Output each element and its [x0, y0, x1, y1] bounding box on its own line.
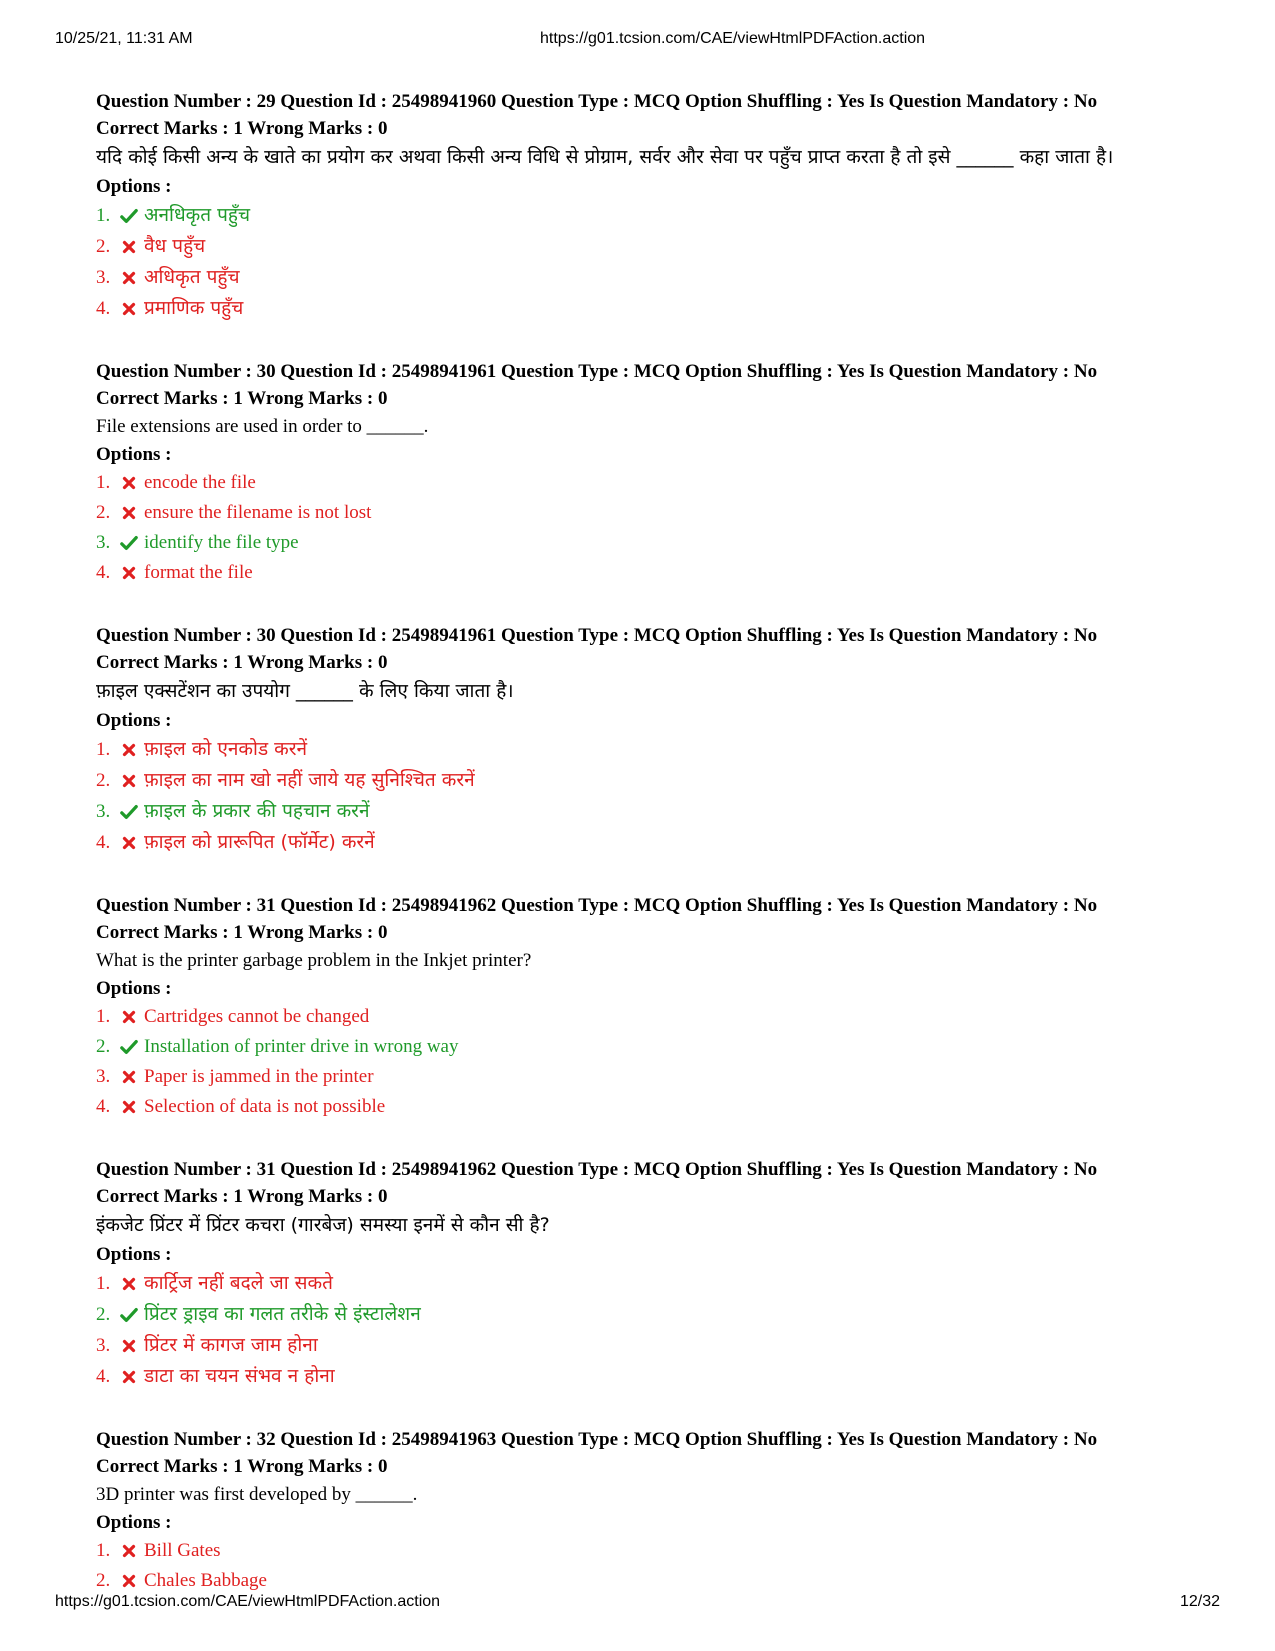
option-text: फ़ाइल का नाम खो नहीं जाये यह सुनिश्चित करनें	[144, 769, 475, 791]
check-icon	[116, 803, 142, 821]
cross-icon	[116, 1337, 142, 1355]
question-text: यदि कोई किसी अन्य के खाते का प्रयोग कर अथवा किसी अन्य विधि से प्रोग्राम, सर्वर और सेवा पर पहुँच प्राप्त करता है तो इसे ______ कहा जाता है।	[96, 146, 1114, 168]
option-number: 3.	[96, 1335, 111, 1356]
cross-icon	[116, 741, 142, 759]
option-number: 4.	[96, 832, 111, 853]
option-text: अधिकृत पहुँच	[144, 266, 240, 288]
cross-icon	[116, 269, 142, 287]
option-item	[96, 1268, 1186, 1299]
option-number: 2.	[96, 236, 111, 257]
option-item	[96, 231, 1186, 262]
question-block	[96, 622, 1186, 858]
print-url[interactable]: https://g01.tcsion.com/CAE/viewHtmlPDFAction.action	[540, 30, 926, 47]
cross-icon	[116, 1572, 142, 1590]
check-icon	[116, 207, 142, 225]
options-list	[96, 734, 1186, 858]
option-number: 1.	[96, 205, 111, 226]
option-text: प्रमाणिक पहुँच	[144, 297, 244, 319]
question-meta: Question Number : 31 Question Id : 25498941962 Question Type : MCQ Option Shuffling : Yes Is Question Mandatory : No	[96, 1159, 1098, 1180]
question-marks: Correct Marks : 1 Wrong Marks : 0	[96, 922, 388, 943]
option-number: 4.	[96, 298, 111, 319]
question-marks: Correct Marks : 1 Wrong Marks : 0	[96, 1456, 388, 1477]
question-marks: Correct Marks : 1 Wrong Marks : 0	[96, 652, 388, 673]
option-item	[96, 796, 1186, 827]
question-meta: Question Number : 30 Question Id : 25498941961 Question Type : MCQ Option Shuffling : Yes Is Question Mandatory : No	[96, 361, 1098, 382]
question-marks: Correct Marks : 1 Wrong Marks : 0	[96, 388, 388, 409]
option-text: प्रिंटर ड्राइव का गलत तरीके से इंस्टालेशन	[144, 1303, 421, 1325]
question-text: इंकजेट प्रिंटर में प्रिंटर कचरा (गारबेज) समस्या इनमें से कौन सी है?	[96, 1214, 550, 1236]
option-number: 1.	[96, 472, 111, 493]
option-item	[96, 498, 1186, 528]
option-item	[96, 1566, 1186, 1596]
check-icon	[116, 534, 142, 552]
option-number: 2.	[96, 1036, 111, 1057]
options-label: Options :	[96, 1244, 172, 1265]
cross-icon	[116, 772, 142, 790]
option-text: ensure the filename is not lost	[144, 502, 372, 523]
option-item	[96, 1062, 1186, 1092]
option-number: 3.	[96, 801, 111, 822]
option-text: वैध पहुँच	[144, 235, 206, 257]
question-meta: Question Number : 32 Question Id : 25498941963 Question Type : MCQ Option Shuffling : Yes Is Question Mandatory : No	[96, 1429, 1098, 1450]
option-text: encode the file	[144, 472, 256, 493]
options-list	[96, 1536, 1186, 1596]
question-text: फ़ाइल एक्सटेंशन का उपयोग ______ के लिए किया जाता है।	[96, 680, 514, 702]
cross-icon	[116, 504, 142, 522]
options-label: Options :	[96, 1512, 172, 1533]
question-text: File extensions are used in order to ______.	[96, 416, 429, 437]
question-meta: Question Number : 31 Question Id : 25498941962 Question Type : MCQ Option Shuffling : Yes Is Question Mandatory : No	[96, 895, 1098, 916]
option-text: identify the file type	[144, 532, 299, 553]
question-block	[96, 88, 1186, 324]
options-list	[96, 1002, 1186, 1122]
option-text: Paper is jammed in the printer	[144, 1066, 374, 1087]
option-item	[96, 293, 1186, 324]
question-list	[96, 88, 1186, 1630]
page-number: 12/32	[1179, 1593, 1220, 1610]
option-number: 4.	[96, 1096, 111, 1117]
question-marks: Correct Marks : 1 Wrong Marks : 0	[96, 1186, 388, 1207]
option-item	[96, 765, 1186, 796]
options-label: Options :	[96, 176, 172, 197]
option-number: 1.	[96, 1006, 111, 1027]
question-marks: Correct Marks : 1 Wrong Marks : 0	[96, 118, 388, 139]
options-list	[96, 468, 1186, 588]
option-number: 2.	[96, 1304, 111, 1325]
option-number: 3.	[96, 1066, 111, 1087]
option-item	[96, 827, 1186, 858]
check-icon	[116, 1038, 142, 1056]
option-text: Cartridges cannot be changed	[144, 1006, 370, 1027]
cross-icon	[116, 834, 142, 852]
option-number: 3.	[96, 267, 111, 288]
option-item	[96, 558, 1186, 588]
option-text: Chales Babbage	[144, 1570, 267, 1591]
question-meta: Question Number : 30 Question Id : 25498941961 Question Type : MCQ Option Shuffling : Yes Is Question Mandatory : No	[96, 625, 1098, 646]
question-meta: Question Number : 29 Question Id : 25498941960 Question Type : MCQ Option Shuffling : Yes Is Question Mandatory : No	[96, 91, 1098, 112]
question-block	[96, 1426, 1186, 1596]
option-item	[96, 1536, 1186, 1566]
cross-icon	[116, 1542, 142, 1560]
print-header	[55, 30, 1220, 50]
option-text: अनधिकृत पहुँच	[144, 204, 251, 226]
option-item	[96, 468, 1186, 498]
option-text: फ़ाइल को एनकोड करनें	[144, 738, 308, 760]
cross-icon	[116, 474, 142, 492]
cross-icon	[116, 1098, 142, 1116]
cross-icon	[116, 1368, 142, 1386]
option-number: 1.	[96, 1540, 111, 1561]
option-number: 4.	[96, 1366, 111, 1387]
options-label: Options :	[96, 710, 172, 731]
question-block	[96, 892, 1186, 1122]
option-number: 2.	[96, 502, 111, 523]
footer-url[interactable]: https://g01.tcsion.com/CAE/viewHtmlPDFAction.action	[55, 1593, 441, 1610]
question-block	[96, 1156, 1186, 1392]
cross-icon	[116, 1008, 142, 1026]
print-footer	[55, 1593, 1220, 1613]
option-item	[96, 1330, 1186, 1361]
option-number: 4.	[96, 562, 111, 583]
option-item	[96, 200, 1186, 231]
cross-icon	[116, 300, 142, 318]
question-text: What is the printer garbage problem in the Inkjet printer?	[96, 950, 532, 971]
option-text: Installation of printer drive in wrong way	[144, 1036, 459, 1057]
option-text: फ़ाइल के प्रकार की पहचान करनें	[144, 800, 370, 822]
option-item	[96, 1032, 1186, 1062]
option-text: फ़ाइल को प्रारूपित (फॉर्मेट) करनें	[144, 831, 375, 853]
option-text: प्रिंटर में कागज जाम होना	[144, 1334, 318, 1356]
option-number: 2.	[96, 1570, 111, 1591]
option-number: 3.	[96, 532, 111, 553]
option-item	[96, 1002, 1186, 1032]
options-label: Options :	[96, 444, 172, 465]
option-text: कार्ट्रिज नहीं बदले जा सकते	[144, 1272, 333, 1294]
option-item	[96, 528, 1186, 558]
options-list	[96, 1268, 1186, 1392]
option-text: Selection of data is not possible	[144, 1096, 386, 1117]
option-text: Bill Gates	[144, 1540, 221, 1561]
question-block	[96, 358, 1186, 588]
print-datetime: 10/25/21, 11:31 AM	[55, 30, 193, 47]
check-icon	[116, 1306, 142, 1324]
option-number: 1.	[96, 739, 111, 760]
option-number: 2.	[96, 770, 111, 791]
option-item	[96, 1092, 1186, 1122]
options-label: Options :	[96, 978, 172, 999]
option-number: 1.	[96, 1273, 111, 1294]
option-item	[96, 734, 1186, 765]
cross-icon	[116, 564, 142, 582]
option-item	[96, 1299, 1186, 1330]
options-list	[96, 200, 1186, 324]
option-item	[96, 262, 1186, 293]
question-text: 3D printer was first developed by ______.	[96, 1484, 418, 1505]
option-item	[96, 1361, 1186, 1392]
option-text: डाटा का चयन संभव न होना	[144, 1365, 335, 1387]
cross-icon	[116, 1068, 142, 1086]
cross-icon	[116, 238, 142, 256]
option-text: format the file	[144, 562, 253, 583]
cross-icon	[116, 1275, 142, 1293]
